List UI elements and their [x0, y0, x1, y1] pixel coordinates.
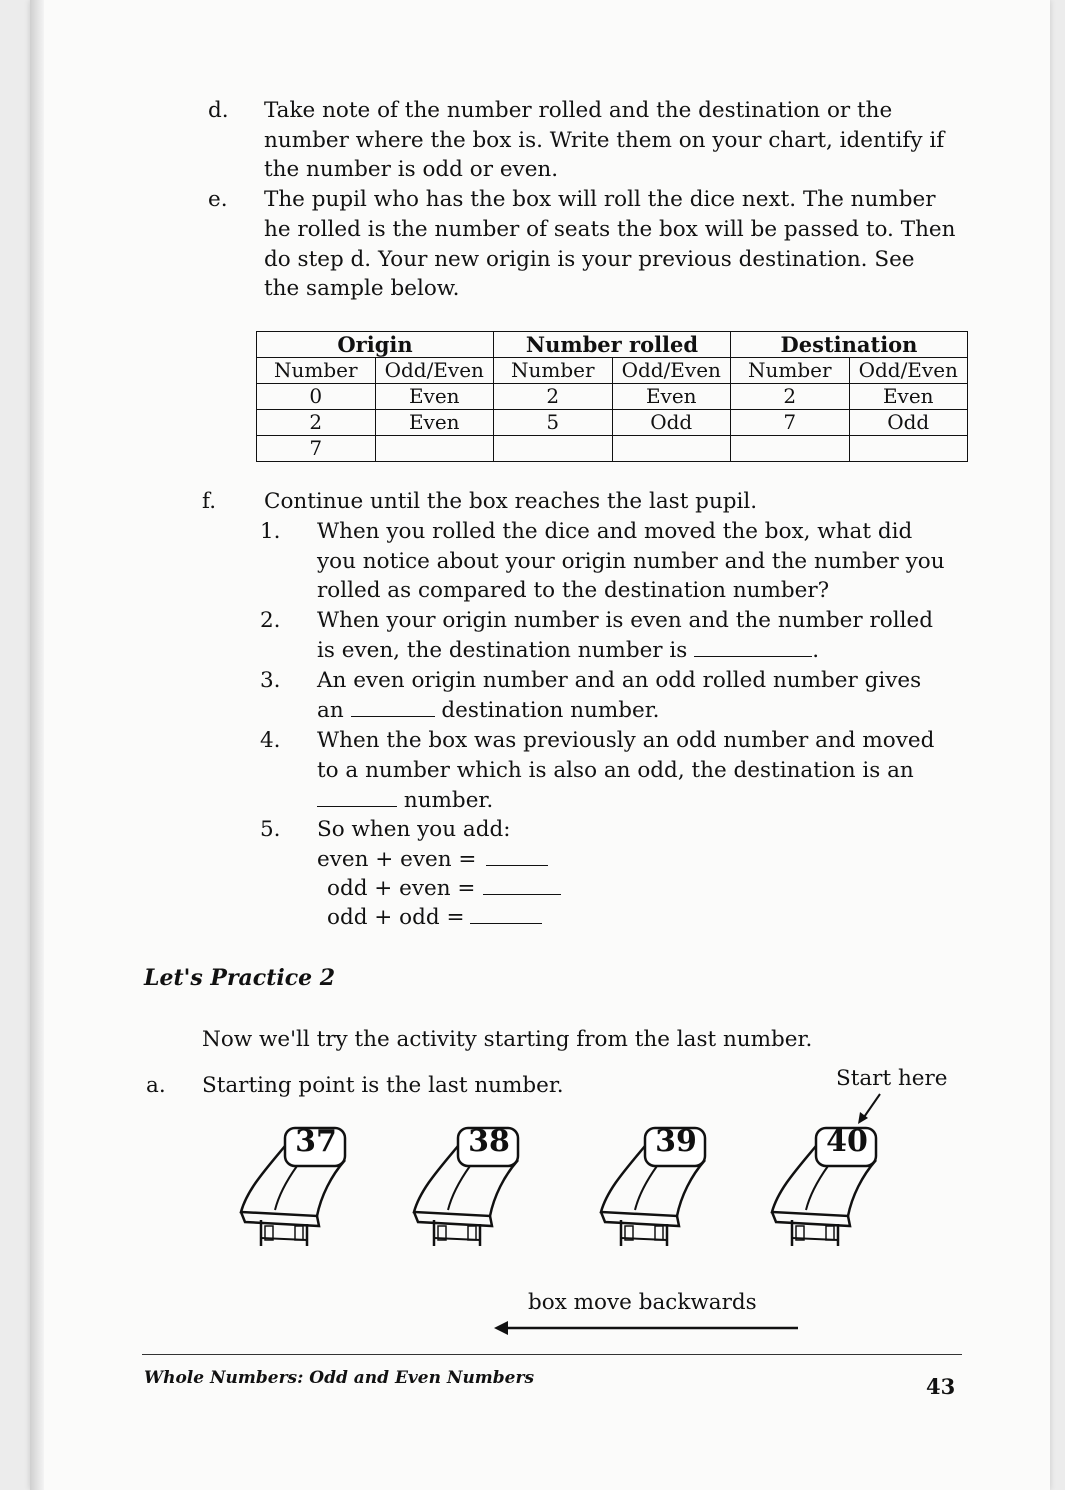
question-5-number: 5. — [260, 817, 281, 842]
seat-40 — [766, 1120, 886, 1250]
chart-cell: 5 — [494, 410, 613, 436]
step-e-marker: e. — [208, 187, 228, 212]
equation-even-even-text: even + even = — [317, 847, 477, 872]
chart-cell: 0 — [257, 384, 376, 410]
chart-cell: 2 — [257, 410, 376, 436]
chart-cell: 2 — [731, 384, 850, 410]
sample-chart — [256, 331, 968, 462]
chart-cell: Even — [849, 384, 968, 410]
chart-cell: Even — [375, 410, 494, 436]
question-4-line-3-end: number. — [403, 788, 494, 813]
question-2-number: 2. — [260, 608, 281, 633]
start-here-label: Start here — [836, 1066, 948, 1091]
question-1-line-3: rolled as compared to the destination number? — [317, 578, 830, 603]
step-d-line-1: Take note of the number rolled and the destination or the — [264, 98, 893, 123]
step-f-text: Continue until the box reaches the last pupil. — [264, 489, 758, 514]
question-4-number: 4. — [260, 728, 281, 753]
chart-subheader: Number — [494, 358, 613, 384]
chart-group-origin: Origin — [257, 332, 494, 358]
step-e-line-2: he rolled is the number of seats the box will be passed to. Then — [264, 217, 956, 242]
equation-even-even — [317, 845, 548, 875]
question-2-line-1: When your origin number is even and the number rolled — [317, 608, 933, 633]
seat-number: 40 — [826, 1124, 868, 1159]
question-3-line-2-start: an — [317, 698, 344, 723]
chart-cell: Even — [375, 384, 494, 410]
chart-cell — [612, 436, 731, 462]
equation-odd-odd — [327, 903, 542, 933]
chart-subheader-row — [257, 358, 968, 384]
chart-cell: 7 — [731, 410, 850, 436]
chart-cell — [731, 436, 850, 462]
chart-cell — [375, 436, 494, 462]
question-1-number: 1. — [260, 519, 281, 544]
question-3-number: 3. — [260, 668, 281, 693]
question-3-line-1: An even origin number and an odd rolled number gives — [317, 668, 922, 693]
practice-intro: Now we'll try the activity starting from the last number. — [202, 1027, 813, 1052]
chart-cell: 7 — [257, 436, 376, 462]
textbook-page — [30, 0, 1050, 1490]
page-number: 43 — [926, 1374, 956, 1399]
chart-cell: 2 — [494, 384, 613, 410]
question-1-line-2: you notice about your origin number and the number you — [317, 549, 945, 574]
seat-number: 37 — [295, 1124, 337, 1159]
question-4-line-3 — [317, 786, 493, 816]
answer-blank-2[interactable] — [694, 636, 812, 657]
backward-arrow-icon — [492, 1318, 802, 1338]
question-4-line-1: When the box was previously an odd number and moved — [317, 728, 935, 753]
question-2-period: . — [812, 638, 820, 663]
chart-row — [257, 384, 968, 410]
chart-subheader: Number — [731, 358, 850, 384]
chart-cell: Odd — [612, 410, 731, 436]
seat-number: 38 — [468, 1124, 510, 1159]
chart-cell: Odd — [849, 410, 968, 436]
question-3-line-2 — [317, 696, 660, 726]
step-e-line-4: the sample below. — [264, 276, 460, 301]
question-5-line-1: So when you add: — [317, 817, 511, 842]
seat-number: 39 — [655, 1124, 697, 1159]
answer-blank-5b[interactable] — [483, 874, 561, 895]
equation-odd-even — [327, 874, 561, 904]
footer-title: Whole Numbers: Odd and Even Numbers — [144, 1368, 535, 1388]
chart-subheader: Odd/Even — [375, 358, 494, 384]
footer-rule — [142, 1354, 962, 1355]
chart-subheader: Odd/Even — [612, 358, 731, 384]
answer-blank-4[interactable] — [317, 786, 397, 807]
direction-label: box move backwards — [528, 1290, 757, 1315]
chart-row — [257, 410, 968, 436]
question-4-line-2: to a number which is also an odd, the destination is an — [317, 758, 914, 783]
seat-38 — [408, 1120, 528, 1250]
practice-item-text: Starting point is the last number. — [202, 1073, 564, 1098]
seat-37 — [235, 1120, 355, 1250]
chart-row — [257, 436, 968, 462]
page-spine-shadow — [30, 0, 44, 1490]
chart-cell — [849, 436, 968, 462]
answer-blank-5c[interactable] — [470, 903, 542, 924]
section-heading: Let's Practice 2 — [144, 965, 336, 991]
seat-39 — [595, 1120, 715, 1250]
chart-group-header-row — [257, 332, 968, 358]
step-d-line-3: the number is odd or even. — [264, 157, 559, 182]
answer-blank-3[interactable] — [351, 696, 435, 717]
question-2-line-2-text: is even, the destination number is — [317, 638, 688, 663]
question-2-line-2 — [317, 636, 819, 666]
chart-subheader: Number — [257, 358, 376, 384]
step-e-line-3: do step d. Your new origin is your previous destination. See — [264, 247, 915, 272]
chart-cell: Even — [612, 384, 731, 410]
chart-group-destination: Destination — [731, 332, 968, 358]
step-d-line-2: number where the box is. Write them on your chart, identify if — [264, 128, 945, 153]
step-e-line-1: The pupil who has the box will roll the dice next. The number — [264, 187, 936, 212]
answer-blank-5a[interactable] — [486, 845, 548, 866]
chart-subheader: Odd/Even — [849, 358, 968, 384]
question-1-line-1: When you rolled the dice and moved the box, what did — [317, 519, 913, 544]
chart-cell — [494, 436, 613, 462]
equation-odd-even-text: odd + even = — [327, 876, 476, 901]
practice-item-marker: a. — [146, 1073, 166, 1098]
chart-group-number-rolled: Number rolled — [494, 332, 731, 358]
step-f-marker: f. — [202, 489, 217, 514]
equation-odd-odd-text: odd + odd = — [327, 905, 465, 930]
question-3-line-2-end: destination number. — [441, 698, 660, 723]
step-d-marker: d. — [208, 98, 229, 123]
